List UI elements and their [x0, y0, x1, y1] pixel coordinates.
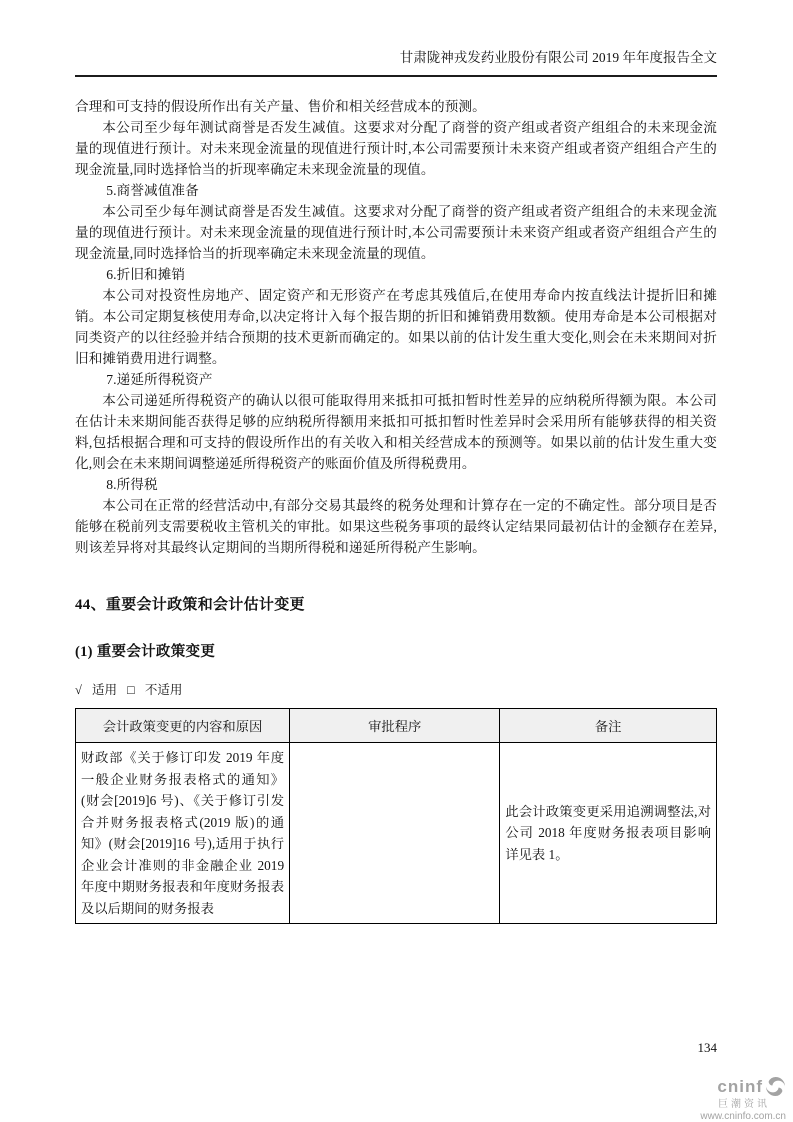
report-header — [75, 48, 717, 77]
col-header-approval: 审批程序 — [290, 709, 500, 743]
cninfo-logo — [700, 1076, 786, 1122]
cninfo-url: www.cninfo.com.cn — [700, 1111, 786, 1122]
page-number: 134 — [697, 1040, 717, 1055]
applicable-label: 适用 — [92, 683, 118, 697]
not-applicable-label: 不适用 — [144, 683, 183, 697]
not-applicable-checkbox-icon: □ — [127, 683, 135, 697]
para-goodwill-test: 本公司至少每年测试商誉是否发生减值。这要求对分配了商誉的资产组或者资产组组合的未来现金流量的现值进行预计。对未来现金流量的现值进行预计时,本公司需要预计未来资产组或者资产组组合产生的现金流量,同时选择恰当的折现率确定未来现金流量的现值。 — [75, 120, 717, 177]
cninfo-brand-text: cninf — [717, 1076, 763, 1096]
page-content — [75, 96, 717, 924]
item-depreciation-heading: 6.折旧和摊销 — [106, 267, 186, 282]
item-deferred-tax-heading: 7.递延所得税资产 — [106, 372, 213, 387]
report-header-title: 甘肃陇神戎发药业股份有限公司 2019 年年度报告全文 — [399, 50, 717, 65]
cninfo-logo-row — [700, 1076, 786, 1097]
applicability-line — [75, 682, 717, 699]
para-income-tax-body: 本公司在正常的经营活动中,有部分交易其最终的税务处理和计算存在一定的不确定性。部分项目是否能够在税前列支需要税收主管机关的审批。如果这些税务事项的最终认定结果同最初估计的金额存在差异,则该差异将对其最终认定期间的当期所得税和递延所得税产生影响。 — [75, 498, 717, 555]
para-deferred-tax-body: 本公司递延所得税资产的确认以很可能取得用来抵扣可抵扣暂时性差异的应纳税所得额为限。本公司在估计未来期间能否获得足够的应纳税所得额用来抵扣可抵扣暂时性差异时会采用所有能够获得的相关资料,包括根据合理和可支持的假设所作出的有关收入和相关经营成本的预测等。如果以前的估计发生重大变化,则会在未来期间调整递延所得税资产的账面价值及所得税费用。 — [75, 393, 717, 471]
col-header-note: 备注 — [500, 709, 717, 743]
para-depreciation-body: 本公司对投资性房地产、固定资产和无形资产在考虑其残值后,在使用寿命内按直线法计提折旧和摊销。本公司定期复核使用寿命,以决定将计入每个报告期的折旧和摊销费用数额。使用寿命是本公司根据对同类资产的以往经验并结合预期的技术更新而确定的。如果以前的估计发生重大变化,则会在未来期间对折旧和摊销费用进行调整。 — [75, 288, 717, 366]
cell-note: 此会计政策变更采用追溯调整法,对公司 2018 年度财务报表项目影响详见表 1。 — [500, 743, 717, 924]
subsection-1-heading: (1) 重要会计政策变更 — [75, 644, 216, 660]
table-header-row — [76, 709, 717, 743]
item-goodwill-impairment-heading: 5.商誉减值准备 — [106, 183, 199, 198]
cell-policy-change-content: 财政部《关于修订印发 2019 年度一般企业财务报表格式的通知》(财会[2019]6 号)、《关于修订引发合并财务报表格式(2019 版)的通知》(财会[2019]16 号),适用于执行企业会计准则的非金融企业 2019 年度中期财务报表和年度财务报表及以后期间的财务报表 — [76, 743, 290, 924]
policy-change-table — [75, 708, 717, 924]
item-income-tax-heading: 8.所得税 — [106, 477, 158, 492]
applicable-check-mark: √ — [75, 683, 82, 697]
col-header-policy-change: 会计政策变更的内容和原因 — [76, 709, 290, 743]
para-continuation: 合理和可支持的假设所作出有关产量、售价和相关经营成本的预测。 — [75, 99, 486, 114]
cninfo-swirl-icon — [765, 1076, 786, 1097]
cninfo-caption: 巨潮资讯 — [718, 1099, 770, 1110]
table-row — [76, 743, 717, 924]
para-goodwill-impairment-body: 本公司至少每年测试商誉是否发生减值。这要求对分配了商誉的资产组或者资产组组合的未来现金流量的现值进行预计。对未来现金流量的现值进行预计时,本公司需要预计未来资产组或者资产组组合产生的现金流量,同时选择恰当的折现率确定未来现金流量的现值。 — [75, 204, 717, 261]
cell-approval-procedure — [290, 743, 500, 924]
section-44-heading: 44、重要会计政策和会计估计变更 — [75, 597, 305, 613]
